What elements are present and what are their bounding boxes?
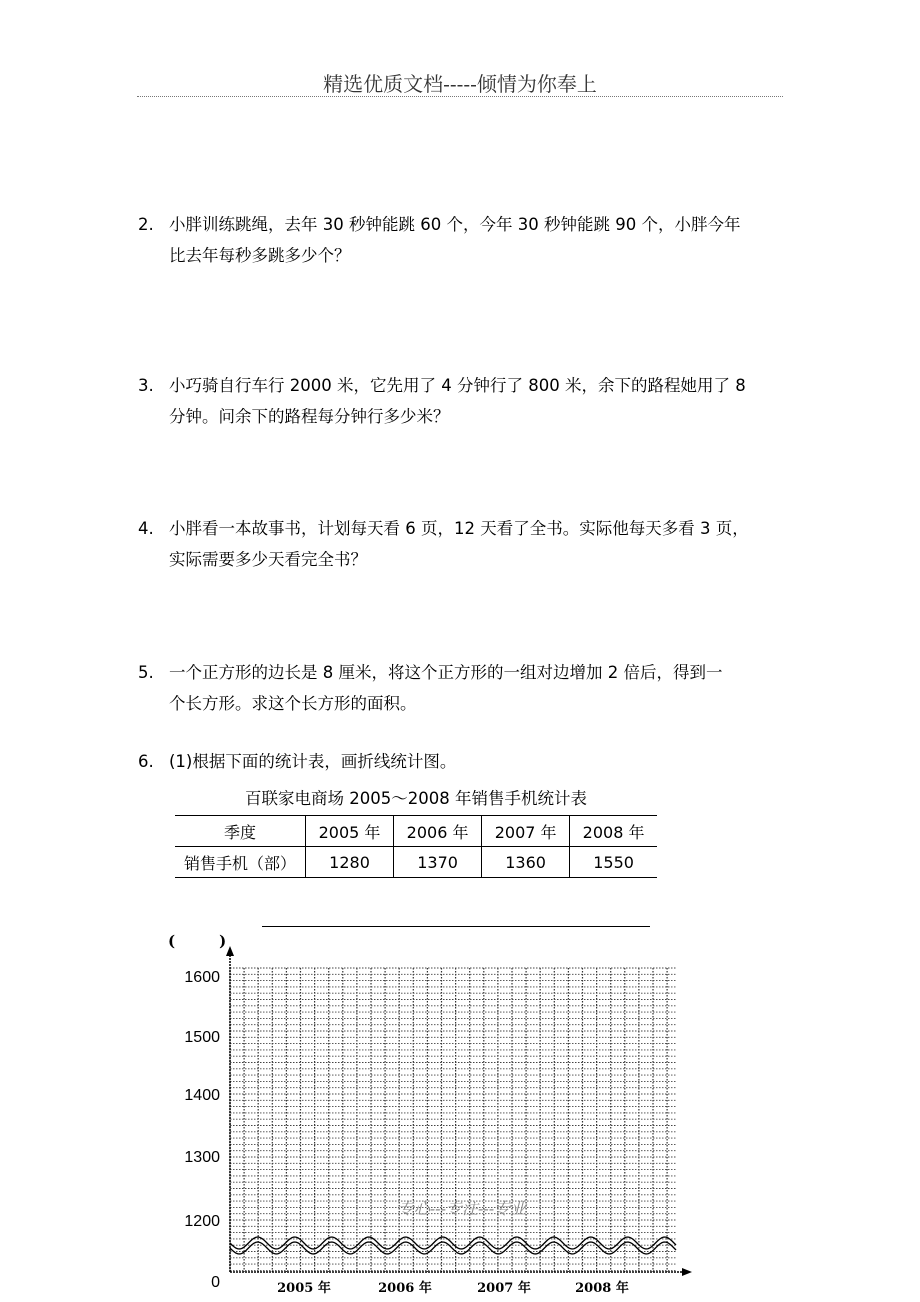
chart-grid bbox=[230, 968, 676, 1272]
footer-watermark: 专心---专注---专业 bbox=[397, 1199, 527, 1218]
y-axis-tick-label: 0 bbox=[211, 1274, 220, 1291]
y-axis-tick-label: 1300 bbox=[184, 1149, 220, 1166]
y-axis-arrow bbox=[226, 946, 234, 956]
y-axis-tick-label: 1400 bbox=[184, 1087, 220, 1104]
table-cell: 1370 bbox=[394, 847, 482, 878]
question-text-line: 小胖训练跳绳，去年 30 秒钟能跳 60 个，今年 30 秒钟能跳 90 个，小胖今年 bbox=[169, 215, 741, 234]
x-axis-tick-label: 2006 年 bbox=[378, 1281, 432, 1296]
table-cell: 2005 年 bbox=[306, 816, 394, 847]
question-text-line: (1)根据下面的统计表，画折线统计图。 bbox=[169, 752, 457, 771]
table-title: 百联家电商场 2005～2008 年销售手机统计表 bbox=[245, 789, 587, 808]
x-axis-tick-label: 2005 年 bbox=[277, 1281, 331, 1296]
x-axis-tick-label: 2008 年 bbox=[575, 1281, 629, 1296]
table-cell: 2007 年 bbox=[482, 816, 570, 847]
question-text-line: 一个正方形的边长是 8 厘米，将这个正方形的一组对边增加 2 倍后，得到一 bbox=[169, 663, 723, 682]
question-text-line: 个长方形。求这个长方形的面积。 bbox=[169, 694, 417, 713]
x-axis-tick-label: 2007 年 bbox=[477, 1281, 531, 1296]
question-number: 3. bbox=[138, 376, 154, 395]
unit-open-paren: ( bbox=[168, 932, 176, 950]
y-axis-labels bbox=[184, 969, 220, 1291]
question-text-line: 比去年每秒多跳多少个？ bbox=[169, 246, 351, 265]
unit-close-paren: ) bbox=[219, 932, 227, 950]
page-header-title: 精选优质文档-----倾情为你奉上 bbox=[323, 72, 597, 96]
question-text-line: 小胖看一本故事书，计划每天看 6 页，12 天看了全书。实际他每天多看 3 页， bbox=[169, 519, 749, 538]
question-number: 5. bbox=[138, 663, 154, 682]
x-axis-labels bbox=[277, 1280, 629, 1296]
question-text-line: 小巧骑自行车行 2000 米，它先用了 4 分钟行了 800 米，余下的路程她用了 8 bbox=[169, 376, 746, 395]
table-cell: 1360 bbox=[482, 847, 570, 878]
question-number: 6. bbox=[138, 752, 154, 771]
x-axis-arrow bbox=[682, 1268, 692, 1276]
table-cell: 1550 bbox=[570, 847, 657, 878]
question-text-line: 实际需要多少天看完全书？ bbox=[169, 550, 367, 569]
question-number: 4. bbox=[138, 519, 154, 538]
table-cell: 2006 年 bbox=[394, 816, 482, 847]
table-cell: 2008 年 bbox=[570, 816, 657, 847]
question-number: 2. bbox=[138, 215, 154, 234]
table-cell: 1280 bbox=[306, 847, 394, 878]
y-axis-tick-label: 1200 bbox=[184, 1213, 220, 1230]
question-text-line: 分钟。问余下的路程每分钟行多少米？ bbox=[169, 407, 450, 426]
y-axis-tick-label: 1600 bbox=[184, 969, 220, 986]
table-cell: 季度 bbox=[175, 816, 306, 847]
table-cell: 销售手机（部） bbox=[175, 847, 306, 878]
y-axis-tick-label: 1500 bbox=[184, 1029, 220, 1046]
